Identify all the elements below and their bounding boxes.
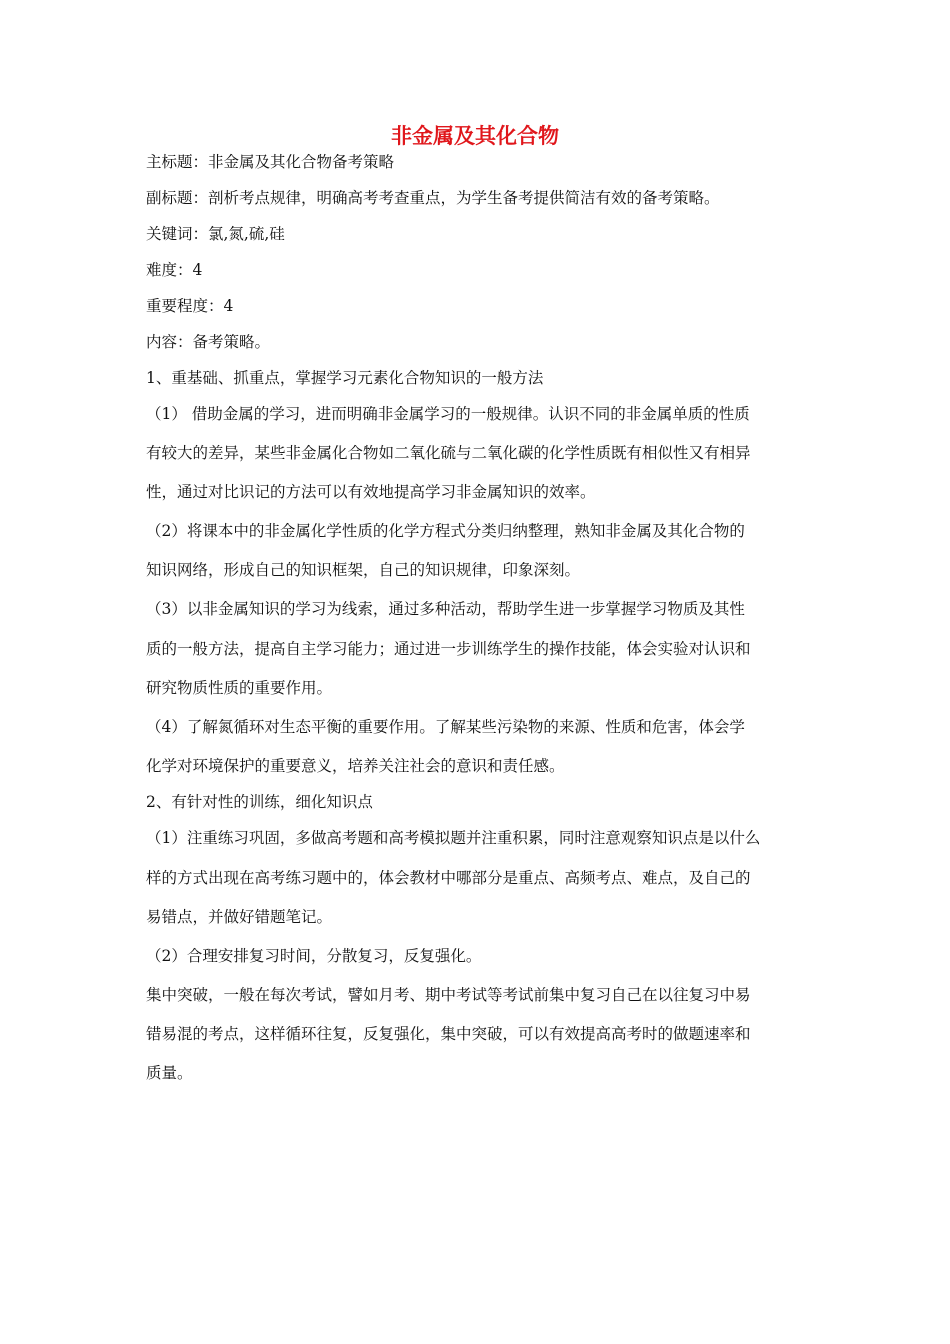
main-title-line: 主标题：非金属及其化合物备考策略	[146, 153, 395, 171]
paragraph-line: 易错点，并做好错题笔记。	[146, 908, 333, 926]
content-line: 内容：备考策略。	[146, 333, 271, 351]
difficulty-line: 难度：4	[146, 261, 203, 279]
paragraph-line: （3）以非金属知识的学习为线索，通过多种活动，帮助学生进一步掌握学习物质及其性	[146, 600, 745, 618]
paragraph-line: 集中突破，一般在每次考试，譬如月考、期中考试等考试前集中复习自己在以往复习中易	[146, 986, 751, 1004]
paragraph-line: 样的方式出现在高考练习题中的，体会教材中哪部分是重点、高频考点、难点，及自己的	[146, 869, 751, 887]
document-title: 非金属及其化合物	[391, 124, 559, 148]
paragraph-line: 质的一般方法，提高自主学习能力；通过进一步训练学生的操作技能，体会实验对认识和	[146, 640, 751, 658]
paragraph-line: （1） 借助金属的学习，进而明确非金属学习的一般规律。认识不同的非金属单质的性质	[146, 405, 750, 423]
section-heading-2: 2、有针对性的训练，细化知识点	[146, 793, 373, 811]
paragraph-line: 错易混的考点，这样循环往复，反复强化，集中突破，可以有效提高高考时的做题速率和	[146, 1025, 751, 1043]
paragraph-line: 研究物质性质的重要作用。	[146, 679, 333, 697]
paragraph-line: 性，通过对比识记的方法可以有效地提高学习非金属知识的效率。	[146, 483, 596, 501]
section-heading-1: 1、重基础、抓重点，掌握学习元素化合物知识的一般方法	[146, 369, 544, 387]
importance-line: 重要程度：4	[146, 297, 234, 315]
paragraph-line: 化学对环境保护的重要意义，培养关注社会的意识和责任感。	[146, 757, 565, 775]
subtitle-line: 副标题：剖析考点规律，明确高考考查重点，为学生备考提供简洁有效的备考策略。	[146, 189, 720, 207]
paragraph-line: （4）了解氮循环对生态平衡的重要作用。了解某些污染物的来源、性质和危害，体会学	[146, 718, 745, 736]
keywords-line: 关键词：氯,氮,硫,硅	[146, 225, 285, 243]
paragraph-line: 知识网络，形成自己的知识框架，自己的知识规律，印象深刻。	[146, 561, 581, 579]
paragraph-line: （2）将课本中的非金属化学性质的化学方程式分类归纳整理，熟知非金属及其化合物的	[146, 522, 745, 540]
paragraph-line: 有较大的差异，某些非金属化合物如二氧化硫与二氧化碳的化学性质既有相似性又有相异	[146, 444, 751, 462]
paragraph-line: （2）合理安排复习时间，分散复习，反复强化。	[146, 947, 482, 965]
paragraph-line: 质量。	[146, 1064, 193, 1082]
paragraph-line: （1）注重练习巩固，多做高考题和高考模拟题并注重积累，同时注意观察知识点是以什么	[146, 829, 761, 847]
